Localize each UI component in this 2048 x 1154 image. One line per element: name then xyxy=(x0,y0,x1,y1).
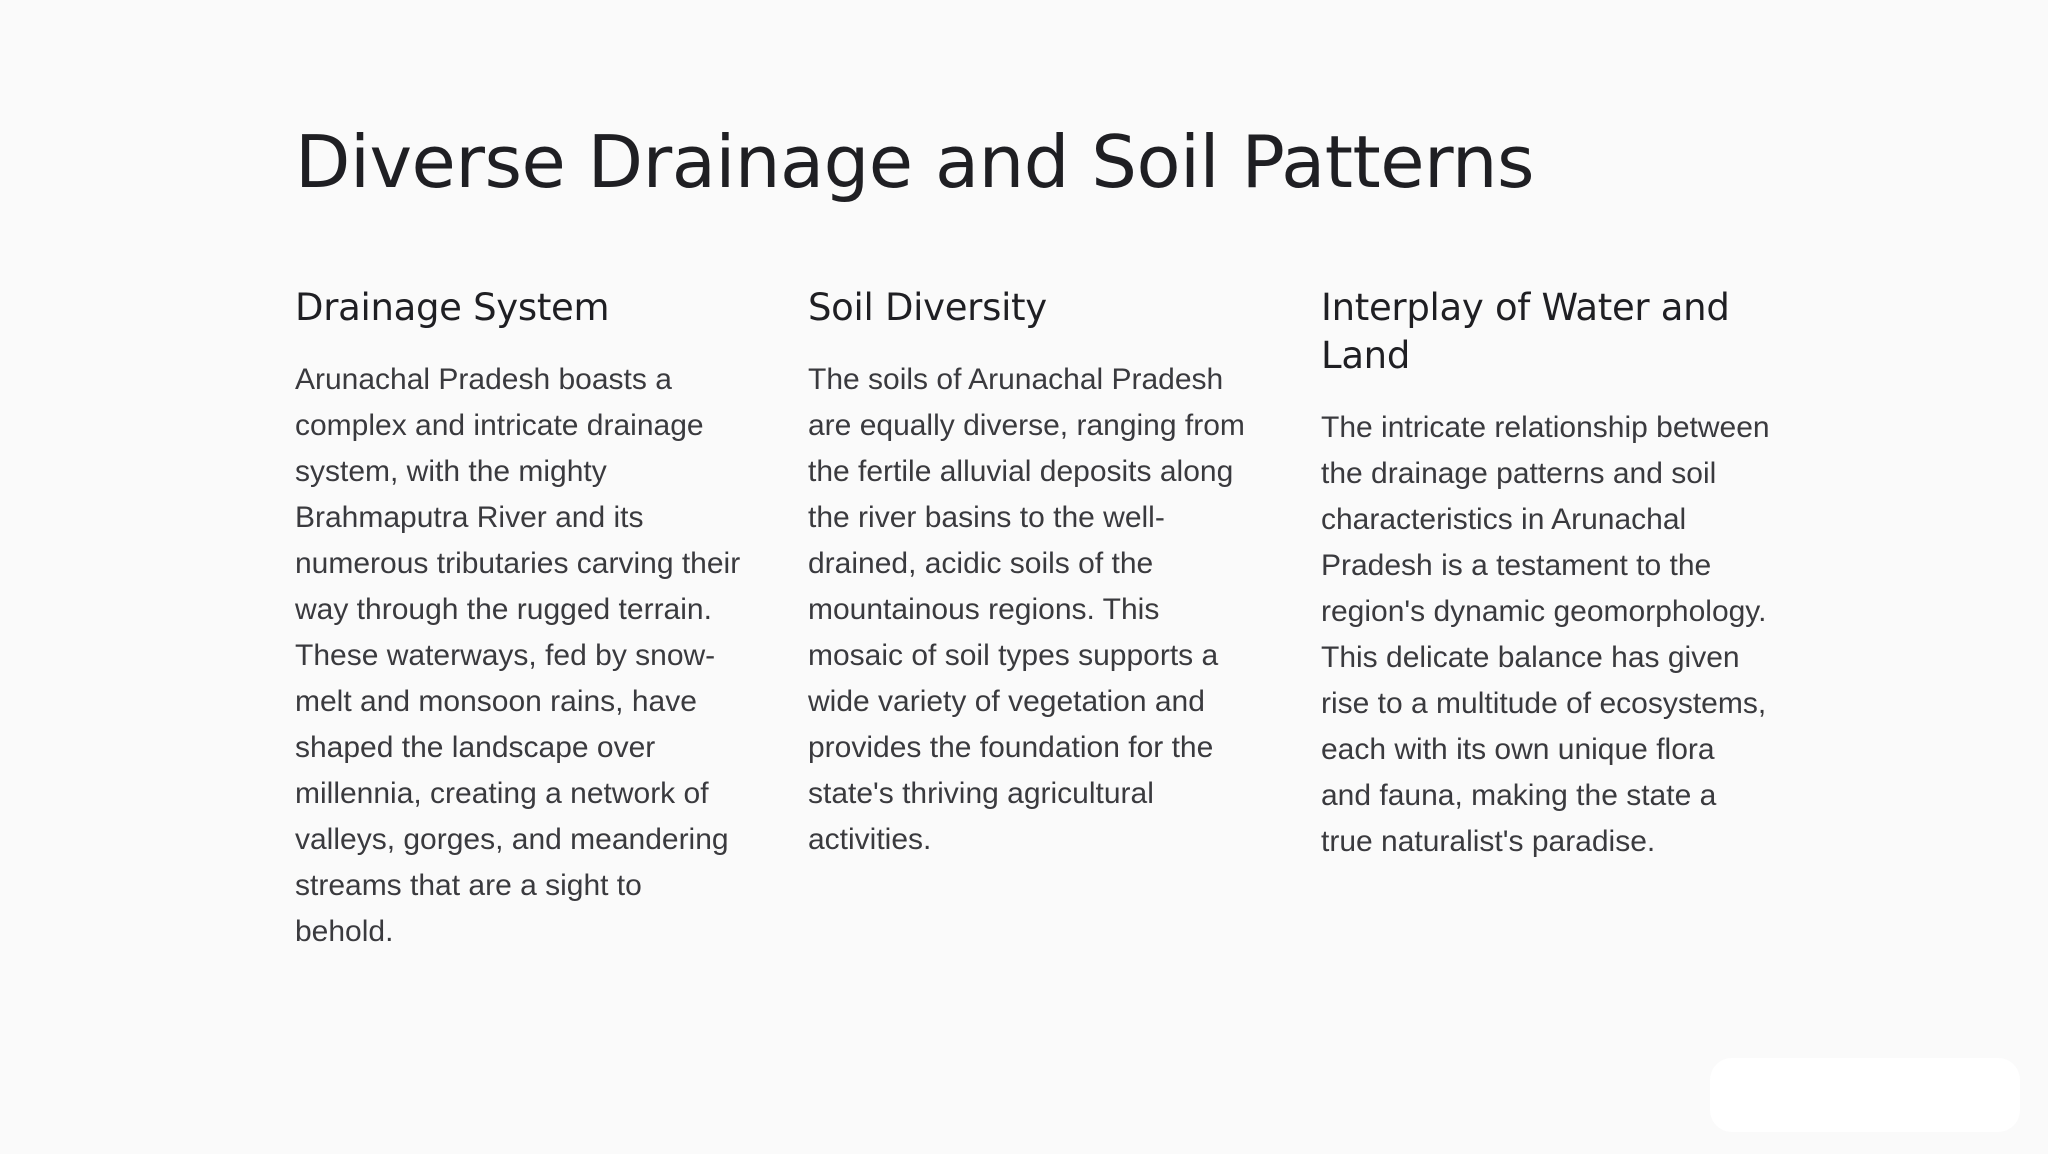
column-body: Arunachal Pradesh boasts a complex and intricate drainage system, with the mighty Brahmaputra River and its numerous tributaries carving their way through the rugged terrain. These waterways, fed by snow-melt and monsoon rains, have shaped the landscape over millennia, creating a network of valleys, gorges, and meandering streams that are a sight to behold. xyxy=(295,363,741,948)
column-body: The soils of Arunachal Pradesh are equally diverse, ranging from the fertile alluvial deposits along the river basins to the well-drained, acidic soils of the mountainous regions. This mosaic of soil types supports a wide variety of vegetation and provides the foundation for the state's thriving agricultural activities. xyxy=(808,363,1245,856)
column-soil-diversity xyxy=(808,284,1258,863)
column-drainage-system xyxy=(295,284,745,955)
column-interplay-water-land xyxy=(1321,284,1771,865)
column-body: The intricate relationship between the drainage patterns and soil characteristics in Arunachal Pradesh is a testament to the region's dynamic geomorphology. This delicate balance has given rise to a multitude of ecosystems, each with its own unique flora and fauna, making the state a true naturalist's paradise. xyxy=(1321,411,1770,858)
content-columns xyxy=(295,284,1770,1044)
column-heading: Soil Diversity xyxy=(808,286,1047,329)
column-heading: Interplay of Water and Land xyxy=(1321,286,1730,377)
corner-overlay xyxy=(1710,1058,2020,1132)
slide-title: Diverse Drainage and Soil Patterns xyxy=(295,120,1534,204)
column-heading: Drainage System xyxy=(295,286,610,329)
